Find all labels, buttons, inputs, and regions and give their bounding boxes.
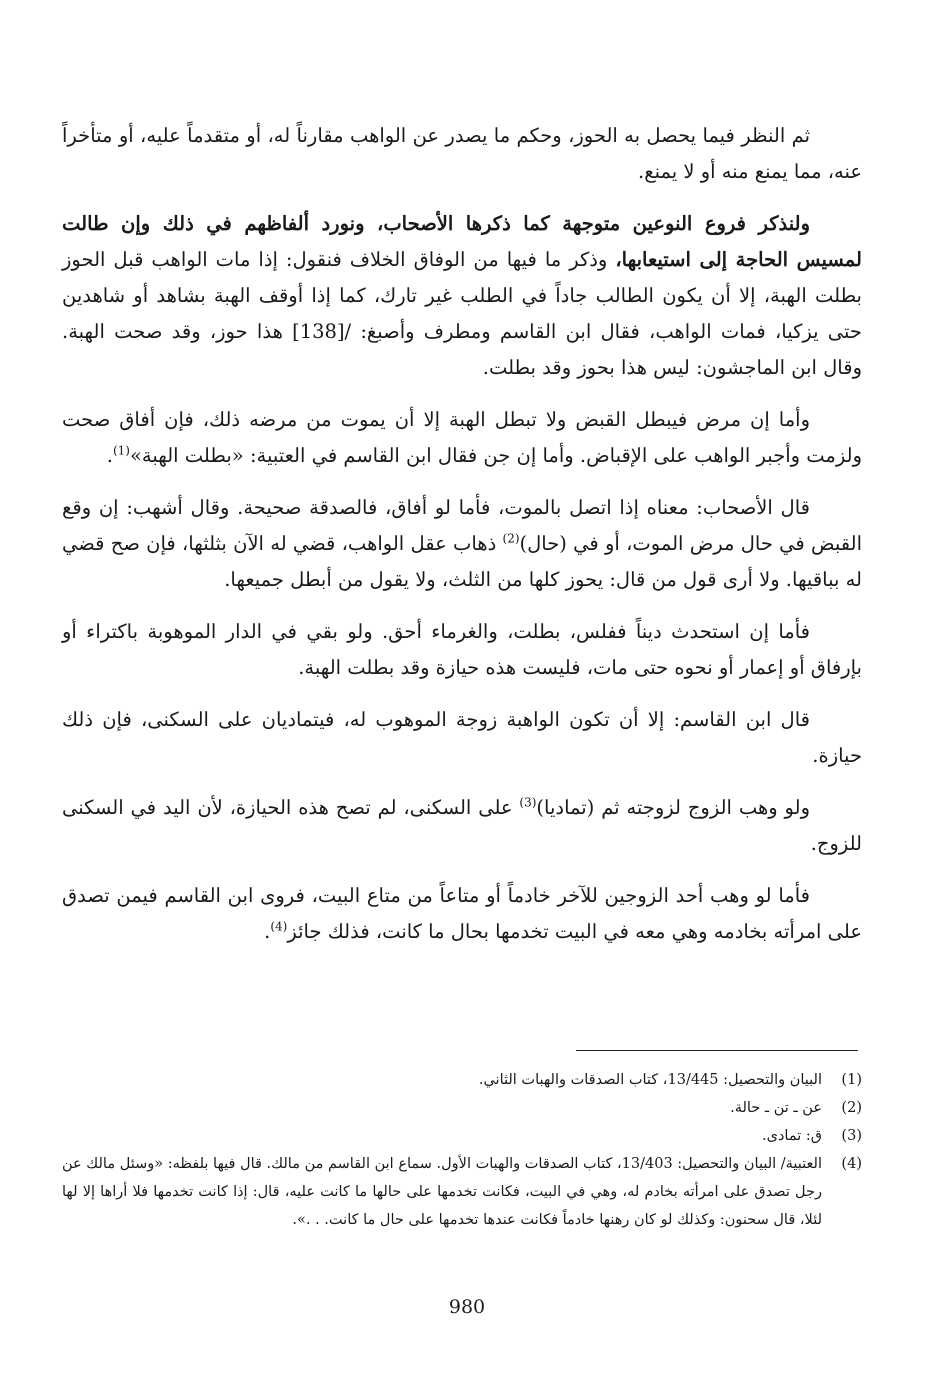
page-body [62, 118, 862, 966]
footnote-3 [62, 1122, 862, 1150]
paragraph-3 [62, 402, 862, 474]
footnote-2 [62, 1094, 862, 1122]
paragraph-4 [62, 490, 862, 598]
paragraph-8 [62, 878, 862, 950]
footnote-text: البيان والتحصيل: 13/445، كتاب الصدقات والهبات الثاني. [478, 1072, 822, 1088]
footnote-ref-1: (1) [112, 443, 130, 458]
footnote-ref-2: (2) [502, 531, 520, 546]
paragraph-3-tail: . [106, 444, 113, 467]
paragraph-6 [62, 702, 862, 774]
paragraph-4-tail: ذهاب عقل الواهب، قضي له الآن بثلثها، فإن صح قضي له بباقيها. ولا أرى قول من قال: يحوز كلها من الثلث، ولا يقول من أبطل جميعها. [62, 532, 862, 591]
paragraph-5 [62, 614, 862, 686]
paragraph-7 [62, 790, 862, 862]
footnote-4 [62, 1150, 862, 1234]
footnote-1 [62, 1066, 862, 1094]
footnote-number: (4) [841, 1156, 862, 1172]
footnote-number: (3) [841, 1128, 862, 1144]
paragraph-1 [62, 118, 862, 190]
paragraph-7-text: ولو وهب الزوج لزوجته ثم (تماديا) [536, 796, 810, 819]
paragraph-8-tail: . [264, 920, 271, 943]
footnote-ref-3: (3) [519, 795, 537, 810]
footnote-divider [576, 1050, 858, 1051]
paragraph-1-text: ثم النظر فيما يحصل به الحوز، وحكم ما يصدر عن الواهب مقارناً له، أو متقدماً عليه، أو متأخراً عنه، مما يمنع منه أو لا يمنع. [62, 124, 862, 183]
footnote-text: عن ـ تن ـ حالة. [730, 1100, 822, 1116]
paragraph-3-text: وأما إن مرض فيبطل القبض ولا تبطل الهبة إلا أن يموت من مرضه ذلك، فإن أفاق صحت ولزمت وأجبر الواهب على الإقباض. وأما إن جن فقال ابن القاسم في العتبية: «بطلت الهبة» [62, 408, 862, 467]
footnote-ref-4: (4) [270, 919, 288, 934]
paragraph-2-heading: ولنذكر فروع النوعين متوجهة كما ذكرها الأصحاب، ونورد ألفاظهم في ذلك وإن طالت لمسيس الحاجة إلى استيعابها، [62, 212, 863, 271]
paragraph-2 [62, 206, 862, 386]
paragraph-8-text: فأما لو وهب أحد الزوجين للآخر خادماً أو متاعاً من متاع البيت، فروى ابن القاسم فيمن تصدق على امرأته بخادمه وهي معه في البيت تخدمها بحال ما كانت، فذلك جائز [62, 884, 862, 943]
paragraph-4-text: قال الأصحاب: معناه إذا اتصل بالموت، فأما لو أفاق، فالصدقة صحيحة. وقال أشهب: إن وقع القبض في حال مرض الموت، أو في (حال) [62, 496, 862, 555]
footnote-text: ق: تمادى. [762, 1128, 822, 1144]
paragraph-5-text: فأما إن استحدث ديناً ففلس، بطلت، والغرماء أحق. ولو بقي في الدار الموهوبة باكتراء أو بإرفاق أو إعمار أو نحوه حتى مات، فليست هذه حيازة وقد بطلت الهبة. [62, 620, 862, 679]
footnote-number: (2) [841, 1100, 862, 1116]
footnote-text: العتبية/ البيان والتحصيل: 13/403، كتاب الصدقات والهبات الأول. سماع ابن القاسم من مالك. قال فيها بلفظه: «وسئل مالك عن رجل تصدق على امرأته بخادم له، وهي في البيت، فكانت تخدمها على حالها ما كانت عليه، قال: إذا كانت تخدمها فلا أراها إلا لها لئلا، قال سحنون: وكذلك لو كان رهنها خادماً فكانت عندها تخدمها على حال ما كانت. . .». [61, 1156, 822, 1228]
paragraph-2-text: وذكر ما فيها من الوفاق الخلاف فنقول: إذا مات الواهب قبل الحوز بطلت الهبة، إلا أن يكون الطالب جاداً في الطلب غير تارك، كما إذا أوقف الهبة بشاهد أو شاهدين حتى يزكيا، فمات الواهب، فقال ابن القاسم ومطرف وأصبغ: /[138] هذا حوز، وقد صحت الهبة. وقال ابن الماجشون: ليس هذا بحوز وقد بطلت. [62, 248, 862, 379]
paragraph-7-tail: على السكنى، لم تصح هذه الحيازة، لأن اليد في السكنى للزوج. [62, 796, 862, 855]
footnotes [62, 1066, 862, 1234]
paragraph-6-text: قال ابن القاسم: إلا أن تكون الواهبة زوجة الموهوب له، فيتماديان على السكنى، فإن ذلك حيازة. [62, 708, 862, 767]
footnote-number: (1) [841, 1072, 862, 1088]
page-number: 980 [448, 1296, 486, 1318]
